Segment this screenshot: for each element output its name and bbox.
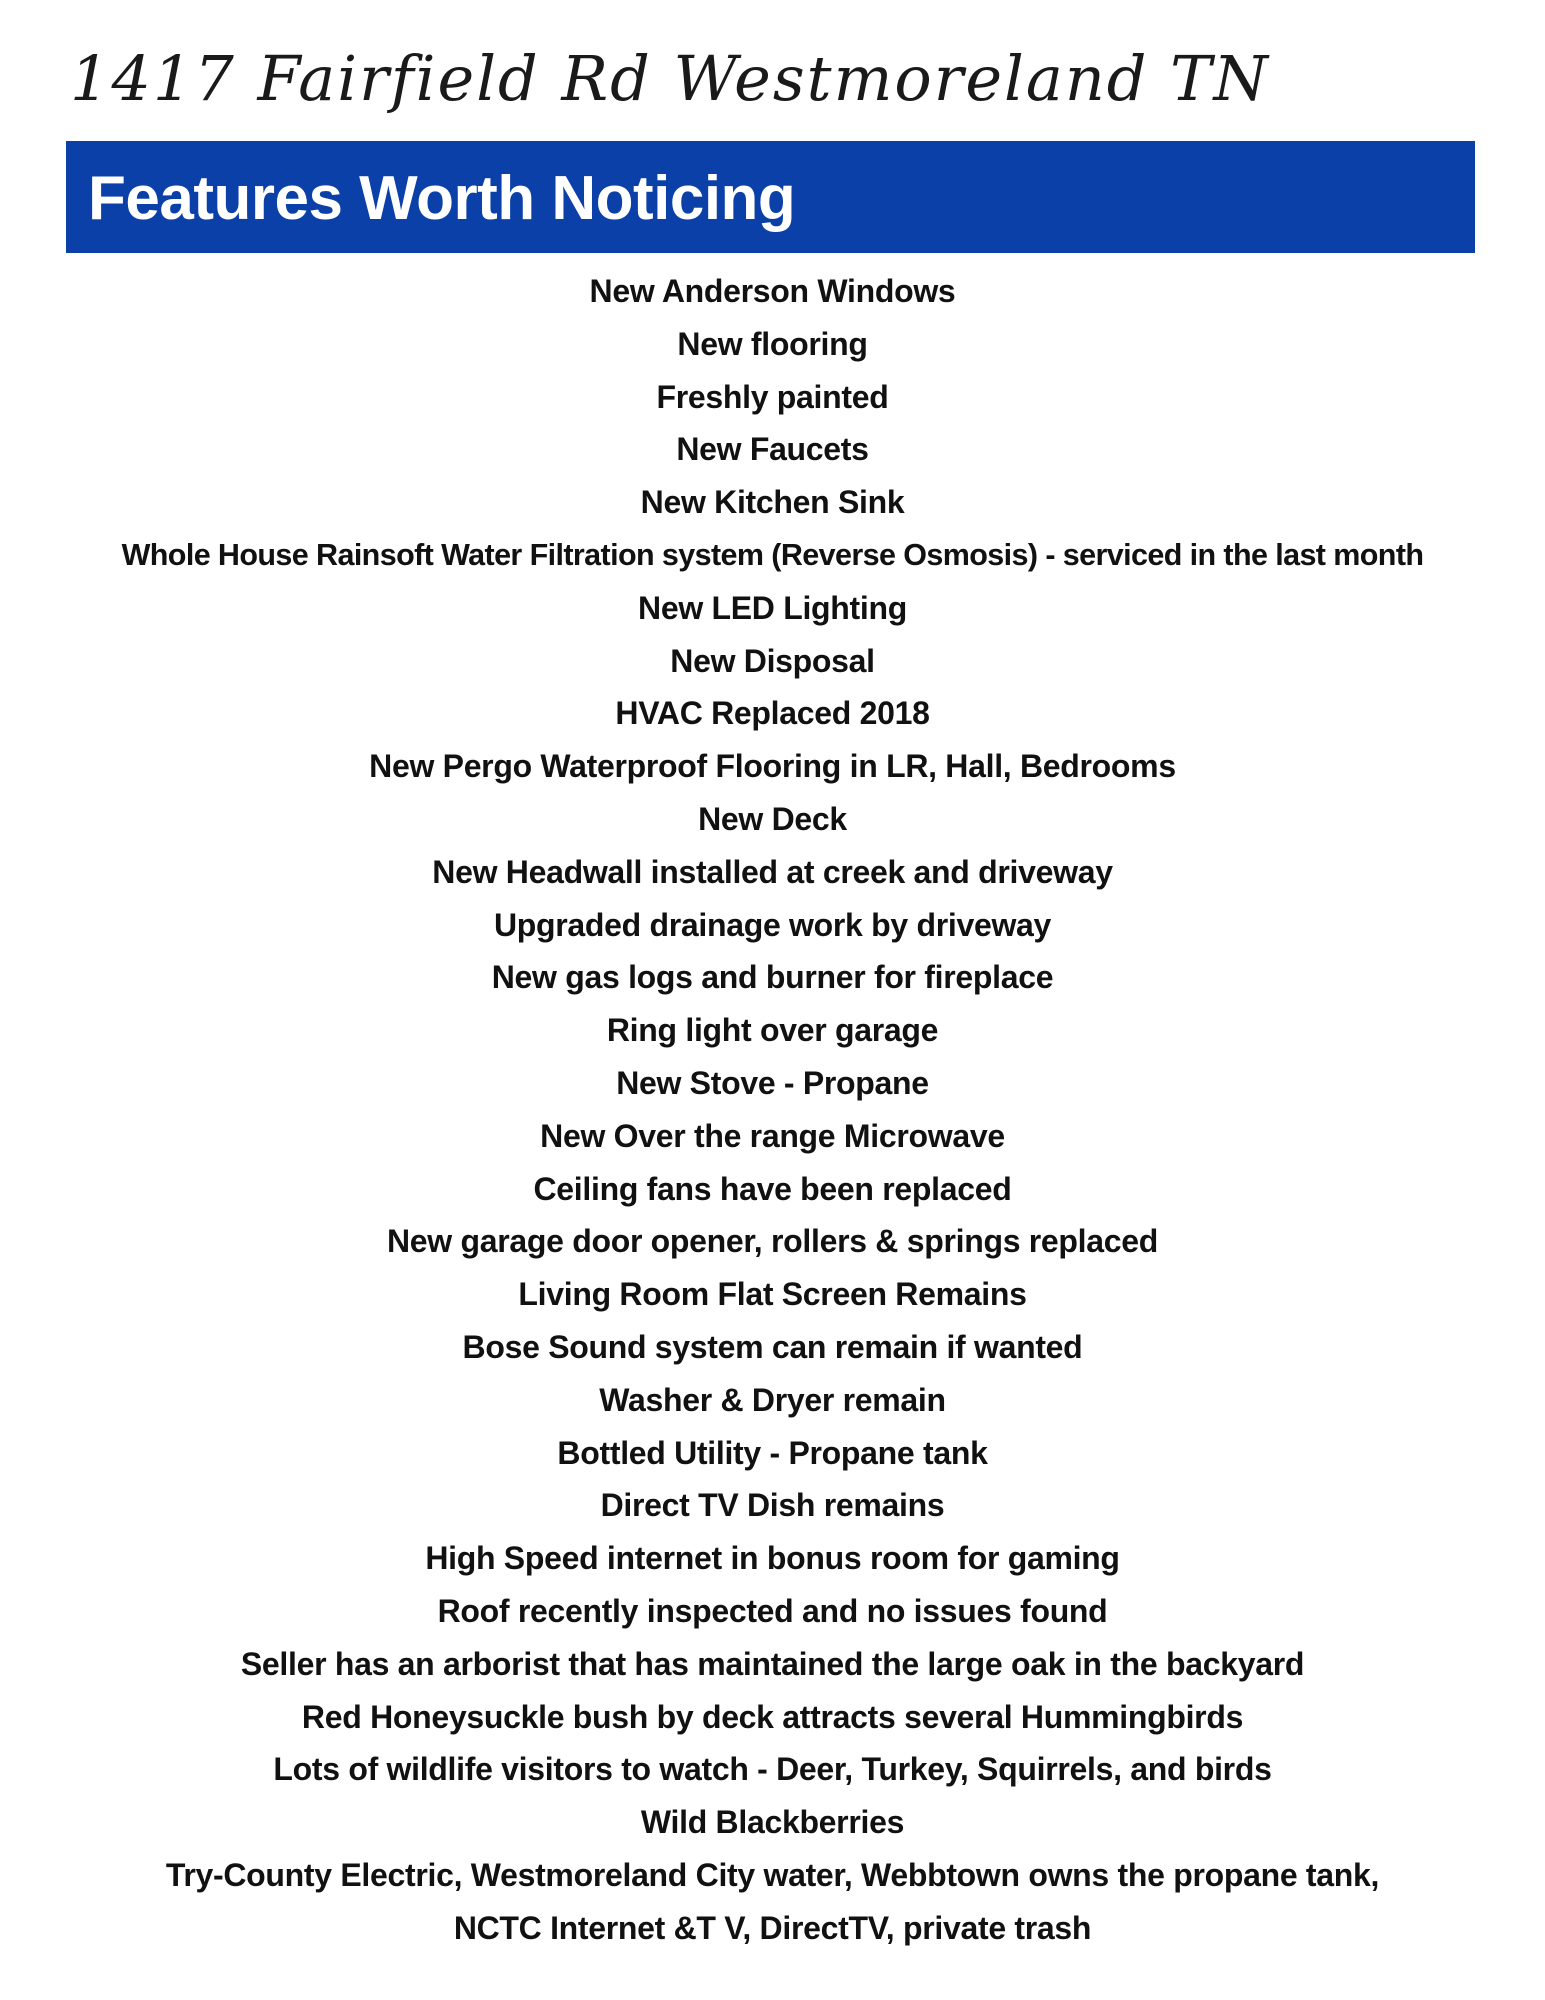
feature-item: Seller has an arborist that has maintained the large oak in the backyard: [240, 1645, 1305, 1682]
feature-item: NCTC Internet &T V, DirectTV, private trash: [453, 1909, 1092, 1946]
feature-item: Ring light over garage: [606, 1012, 939, 1049]
feature-item: New Anderson Windows: [589, 273, 956, 309]
feature-item: New Deck: [698, 800, 847, 837]
feature-item: New Headwall installed at creek and driveway: [432, 853, 1113, 890]
feature-item: New Faucets: [676, 431, 869, 468]
feature-item: New flooring: [677, 325, 868, 362]
feature-item: Direct TV Dish remains: [600, 1487, 945, 1524]
feature-item: High Speed internet in bonus room for gaming: [425, 1540, 1120, 1577]
feature-item: Washer & Dryer remain: [599, 1381, 946, 1418]
feature-item: Red Honeysuckle bush by deck attracts several Hummingbirds: [301, 1698, 1244, 1735]
feature-item: Whole House Rainsoft Water Filtration system (Reverse Osmosis) - serviced in the last month: [121, 537, 1424, 572]
feature-item: New Over the range Microwave: [540, 1117, 1005, 1154]
feature-item: Ceiling fans have been replaced: [533, 1170, 1012, 1207]
feature-item: Wild Blackberries: [640, 1804, 905, 1841]
feature-item: Living Room Flat Screen Remains: [518, 1276, 1027, 1313]
feature-item: Bose Sound system can remain if wanted: [462, 1328, 1083, 1365]
feature-item: New garage door opener, rollers & springs replaced: [386, 1223, 1159, 1260]
feature-item: Try-County Electric, Westmoreland City water, Webbtown owns the propane tank,: [165, 1856, 1380, 1893]
section-heading: Features Worth Noticing: [88, 164, 796, 233]
feature-item: Lots of wildlife visitors to watch - Deer, Turkey, Squirrels, and birds: [273, 1751, 1272, 1788]
feature-item: New Kitchen Sink: [640, 484, 905, 521]
features-list: [40, 265, 1505, 1955]
feature-item: Freshly painted: [656, 378, 889, 415]
feature-item: Roof recently inspected and no issues found: [437, 1592, 1108, 1629]
feature-item: New gas logs and burner for fireplace: [491, 959, 1054, 996]
feature-item: HVAC Replaced 2018: [615, 695, 930, 732]
feature-item: New Stove - Propane: [616, 1064, 929, 1101]
page-title: 1417 Fairfield Rd Westmoreland TN: [70, 42, 1270, 115]
feature-item: New Disposal: [670, 642, 875, 679]
feature-item: New Pergo Waterproof Flooring in LR, Hall, Bedrooms: [369, 748, 1176, 785]
feature-item: New LED Lighting: [638, 589, 907, 626]
section-banner: [66, 141, 1475, 253]
feature-item: Bottled Utility - Propane tank: [557, 1434, 988, 1471]
feature-item: Upgraded drainage work by driveway: [493, 906, 1052, 943]
